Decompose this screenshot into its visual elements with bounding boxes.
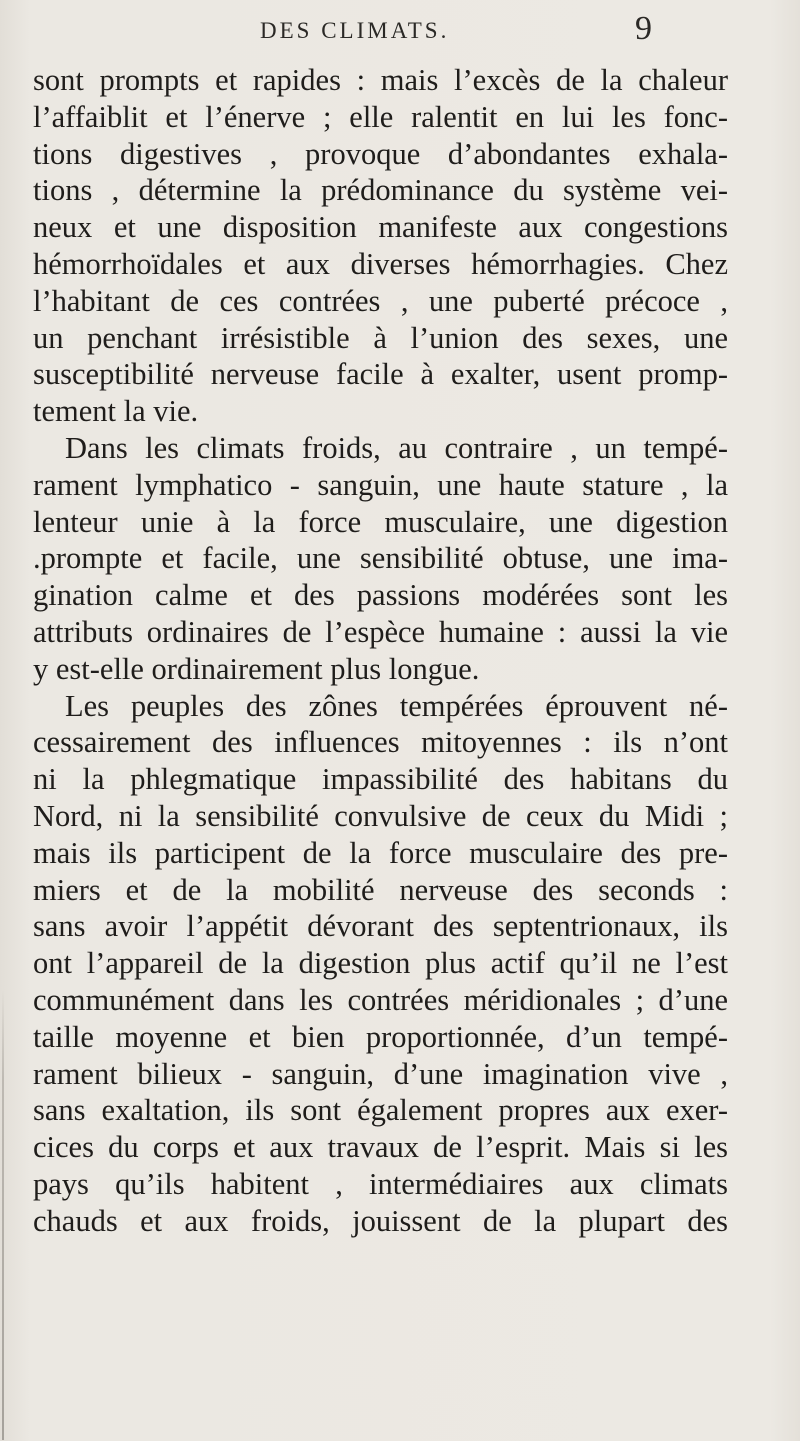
text-line: sans exaltation, ils sont également propres aux exer- [33,1093,728,1128]
text-line: Les peuples des zônes tempérées éprouvent né- [65,688,728,723]
text-line: cessairement des influences mitoyennes : ils n’ont [33,725,728,760]
text-line: lenteur unie à la force musculaire, une digestion [33,504,728,539]
text-line: cices du corps et aux travaux de l’esprit. Mais si les [33,1130,728,1165]
text-line: tement la vie. [33,394,199,429]
page-gutter-shadow [2,990,4,1440]
text-line: sans avoir l’appétit dévorant des septentrionaux, ils [33,909,728,944]
text-line: mais ils participent de la force musculaire des pre- [33,835,728,870]
text-line: ont l’appareil de la digestion plus actif qu’il ne l’est [33,946,728,981]
text-line: pays qu’ils habitent , intermédiaires aux climats [33,1166,728,1201]
text-line: l’affaiblit et l’énerve ; elle ralentit en lui les fonc- [33,99,728,134]
text-line: rament bilieux - sanguin, d’une imagination vive , [33,1056,728,1091]
text-line: .prompte et facile, une sensibilité obtuse, une ima- [33,541,728,576]
text-line: sont prompts et rapides : mais l’excès de la chaleur [33,63,728,97]
text-line: rament lymphatico - sanguin, une haute stature , la [33,467,728,502]
text-line: neux et une disposition manifeste aux congestions [33,210,728,245]
text-line: miers et de la mobilité nerveuse des seconds : [33,872,728,907]
body-text [33,62,728,1240]
text-line: tions digestives , provoque d’abondantes exhala- [33,136,728,171]
text-line: l’habitant de ces contrées , une puberté précoce , [33,283,728,318]
text-line: ni la phlegmatique impassibilité des habitans du [33,762,728,797]
text-line: hémorrhoïdales et aux diverses hémorrhagies. Chez [33,246,728,281]
text-line: susceptibilité nerveuse facile à exalter, usent promp- [33,357,728,392]
text-line: Dans les climats froids, au contraire , un tempé- [65,430,728,465]
text-line: y est-elle ordinairement plus longue. [33,651,480,686]
text-line: tions , détermine la prédominance du système vei- [33,173,728,208]
text-line: chauds et aux froids, jouissent de la plupart des [33,1203,728,1238]
page-number: 9 [635,10,652,47]
running-title: DES CLIMATS. [260,18,450,43]
text-line: Nord, ni la sensibilité convulsive de ceux du Midi ; [33,798,728,833]
text-line: taille moyenne et bien proportionnée, d’un tempé- [33,1019,728,1054]
text-line: gination calme et des passions modérées sont les [33,578,728,613]
text-line: attributs ordinaires de l’espèce humaine : aussi la vie [33,614,728,649]
text-line: un penchant irrésistible à l’union des sexes, une [33,320,728,355]
text-line: communément dans les contrées méridionales ; d’une [33,982,728,1017]
